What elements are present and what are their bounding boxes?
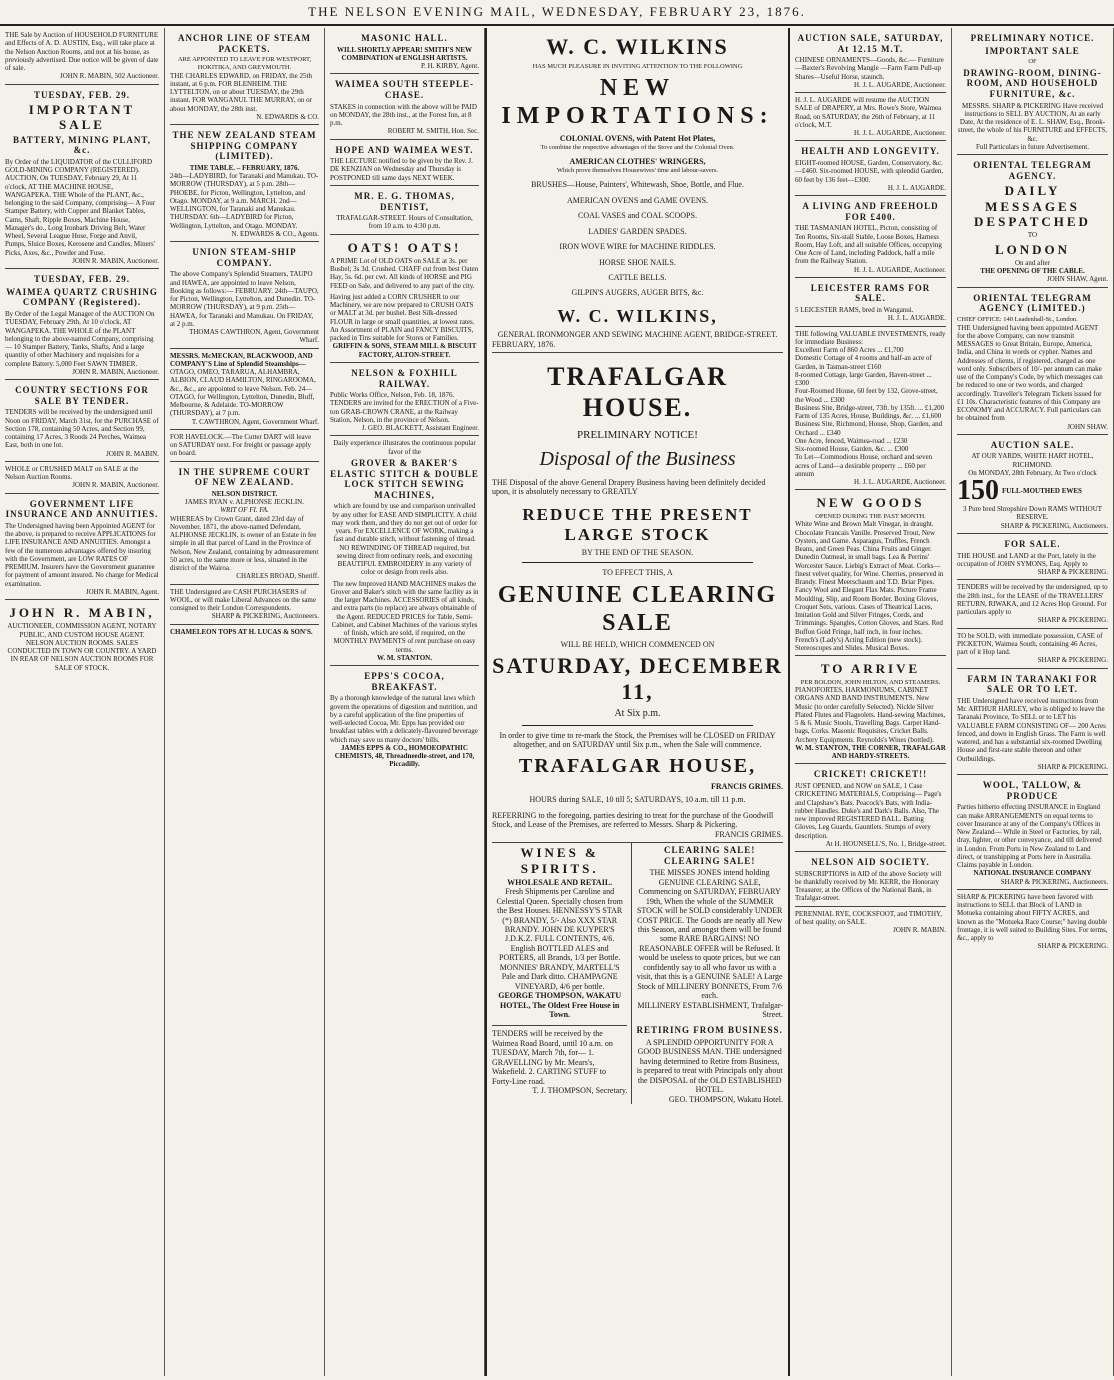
ad-sig: T. CAWTHRON, Agent, Government Wharf. — [191, 417, 319, 426]
ewes-count: 150 — [957, 475, 999, 507]
ad-head: CLEARING SALE! CLEARING SALE! — [664, 845, 756, 866]
ad-sig: JOHN R. MABIN. — [106, 449, 159, 458]
list-item: Excellent Farm of 860 Acres ... £1,700 — [795, 346, 904, 355]
ad-sig: GRIFFIN & SONS, STEAM MILL & BISCUIT FACTORY, ALTON-STREET. — [332, 342, 477, 359]
ad-company: NATIONAL INSURANCE COMPANY — [973, 869, 1092, 878]
ad-body: WILL SHORTLY APPEAR! SMITH'S NEW COMBINATION of ENGLISH ARTISTS. — [337, 45, 472, 62]
ad-body: THE TASMANIAN HOTEL, Picton, consisting of Ten Rooms, Six-stall Stable, Loose Boxes, Harness Room, Hay Loft, and all suitable Offices, occupying One Acre of Land, including Paddock, half a mile from the Railway Station. — [795, 224, 942, 266]
ad-disposal: Disposal of the Business — [539, 448, 736, 471]
footer-date: FEBRUARY, 1876. — [492, 339, 556, 349]
tenders-body: TENDERS will be received by the Waimea Road Board, until 10 a.m. on TUESDAY, March 7th, for— 1. GRAVELLING by Mr. Mears's, Wakefield. 2. CARTING STUFF to Forty-Line road. — [492, 1025, 627, 1086]
ad-sub: ARE APPOINTED TO LEAVE FOR WESTPORT, HOKITIKA, AND GREYMOUTH. — [177, 56, 312, 71]
line-10: HORSE SHOE NAILS. — [599, 257, 676, 267]
ad-body: TENDERS will be received by the undersigned until Noon on FRIDAY, March 31st, for the PURCHASE of Section 178, containing 50 Acres, and Section 99, containing 17 Acres, 3 Roods 24 Perches, Waimea East, both in one lot. — [5, 408, 159, 450]
ad-london: LONDON — [994, 241, 1071, 257]
ad-body: CHAMELEON TOPS AT H. LUCAS & SON'S. — [170, 627, 313, 636]
chameleon-tops-ad — [170, 625, 319, 639]
bottom-split — [492, 843, 783, 1104]
divider — [522, 562, 753, 563]
ad-body: SHARP & PICKERING have been favored with instructions to SELL that Block of LAND in Motueka containing about FIFTY ACRES, and known as the "Motueka Race Course;" having double frontage, it is well suited to Building Sites. For terms, &c., apply to — [957, 892, 1108, 943]
country-sections-ad — [5, 380, 159, 462]
ad-sig: P. H. KIRBY, Agent. — [420, 62, 479, 71]
ad-body: THE Undersigned having been appointed AGENT for the above Company, can now transmit MESSAGES to Great Britain, Europe, America, India, and China in words or cypher. Names and Addresses of clients, if registered, charged as one word only. Subscribers of 10/- per annum can make use of the Company's Code, by which messages can be reduced to one or two words, and charged accordingly. Traveller's Telegram Tickets issued for £1 10s. Characteristic features of this Company are ECONOMY and ACCURACY. Full particulars can be obtained from — [957, 323, 1103, 423]
investments-ad — [795, 327, 946, 491]
ad-sig: JOHN R. MABIN, Auctioneer. — [72, 481, 159, 490]
ad-body: THE MISSES JONES intend holding GENUINE CLEARING SALE, Commencing on SATURDAY, FEBRUARY 19th, When the whole of the SUMMER STOCK will be SOLD considerably UNDER COST PRICE. The Goods are nearly all New this Season, and amongst them will be found some RARE BARGAINS! NO REASONABLE OFFER will be Refused. It would be useless to quote prices, but we can confidently say to all who favor us with a visit, that this is a GENUINE SALE! A Large Stock of MILLINERY BONNETS, From 7/6 each. — [636, 868, 783, 1001]
ad-head: ORIENTAL TELEGRAM AGENCY (LIMITED.) — [973, 292, 1092, 314]
ad-of: OF — [1028, 58, 1037, 66]
ad-sig: GEORGE THOMPSON, WAKATU HOTEL, The Oldest Free House in Town. — [498, 991, 622, 1019]
ad-head: WOOL, TALLOW, & PRODUCE — [982, 780, 1083, 801]
ad-sig: N. EDWARDS & CO., Agents. — [231, 229, 319, 238]
ad-head: NEW GOODS — [816, 495, 925, 511]
ad-body: A PRIME Lot of OLD OATS on SALE at 3s. per Bushel; 3s 3d. Crushed. CHAFF cut from best Oaten Hay, 5s. 6d. per cwt. All kinds of HORSE and PIG FEED on Sale, and delivered to any part of the city. — [330, 256, 479, 290]
column-3 — [325, 28, 485, 1376]
ad-sig: CHARLES BROAD, Sheriff. — [236, 572, 319, 581]
column-5 — [790, 28, 952, 1376]
ad-sig: JOHN R. MABIN. — [893, 926, 946, 935]
ad-sig: H. J. L. AUGARDE. — [887, 314, 946, 323]
ad-grimes: FRANCIS GRIMES. — [710, 782, 783, 792]
epps-cocoa-ad — [330, 666, 479, 771]
ad-body: WHEREAS by Crown Grant, dated 23rd day of November, 1871, the above-named Defendant, ALPHONSE JECKLIN, is owner of an Estate in fee simple in all that parcel of Land in the Province of Nelson, New Zealand, containing by admeasurement 50 acres, to the same more or less, situated in the district of the Wairoa. — [170, 514, 319, 573]
footer-title: GENERAL IRONMONGER AND SEWING MACHINE AGENT, BRIDGE-STREET. — [497, 330, 778, 340]
list-item: Four-Roomed House, 60 feet by 132, Grove-street, the Wood ... £300 — [795, 387, 938, 404]
ad-body: By Order of the LIQUIDATOR of the CULLIFORD GOLD-MINING COMPANY (REGISTERED). AUCTION, On TUESDAY, February 29, At 11 o'clock, AT THE MACHINE HOUSE, WANGAPEKA. THE Whole of the PLANT, &c., belonging to the said Company, comprising— A Four Stamper Battery, with Copper and Blanket Tables, Cams, Shaft, Ripple Boxes, Machine House, Manager's do., Long Ironbark Driving Belt, Water Wheel, Several League Hose, Forge and Anvil, Pumps, Sluice Boxes, Kerosene and Candles, Miners' Picks, Axes, &c., Powder and Fuse. — [5, 157, 156, 257]
ad-body: WHOLE or CRUSHED MALT on SALE at the Nelson Auction Rooms. — [5, 464, 139, 482]
ad-sub: TIME TABLE. – FEBRUARY, 1876. — [189, 163, 300, 172]
ad-body: which are found by use and comparison unrivalled by any other for EASE AND SIMPLICITY. A child may work them, and they do not get out of order for years. For EXCELLENCE OF WORK, making a fast and durable stitch, without fastening of thread. NO REWINDING OF THREAD required, but sewing direct from ordinary reels, and executing BEAUTIFUL EMBROIDERY in any variety of color or design from reels also. — [331, 502, 478, 577]
ad-body: CHINESE ORNAMENTS—Goods, &c.— Furniture—Baxter's Revolving Mangle —Farm Farm Pull-up Shares—Useful Horse, staunch. — [795, 56, 944, 81]
line-12: GILPIN'S AUGERS, AUGER BITS, &c. — [571, 288, 704, 298]
ad-head: A LIVING AND FREEHOLD FOR £400. — [802, 201, 939, 222]
line-1: COLONIAL OVENS, with Patent Hot Plates, — [559, 134, 716, 144]
ad-head: FOR SALE. — [1004, 538, 1061, 549]
ad-case: JAMES RYAN v. ALPHONSE JECKLIN. — [185, 498, 304, 507]
wilkins-ad — [492, 28, 783, 353]
ad-sig: JOHN R. MABIN, Auctioneer. — [72, 367, 159, 376]
ad-sig: H. J. L. AUGARDE, Auctioneer. — [854, 478, 946, 487]
ad-date: TUESDAY, FEB. 29. — [33, 274, 131, 285]
new-goods-ad — [795, 490, 946, 656]
column-4 — [485, 28, 790, 1376]
list-item: Six-roomed House, Garden, &c. ... £300 — [795, 445, 909, 454]
ad-big: DAILY MESSAGES DESPATCHED — [974, 183, 1091, 230]
ad-to: TO — [1027, 231, 1038, 240]
ad-effect: TO EFFECT THIS, A — [602, 568, 673, 578]
ad-writ: WRIT OF FI. FA. — [220, 506, 269, 515]
list-item: Domestic Cottage of 4 rooms and half-an acre of Garden, in Tasman-street £160 — [795, 354, 932, 371]
ad-head: ANCHOR LINE OF STEAM PACKETS. — [178, 33, 311, 54]
ad-sig: N. EDWARDS & CO. — [256, 112, 319, 121]
ad-head: WAIMEA SOUTH STEEPLE-CHASE. — [334, 79, 475, 100]
ad-sig: THOMAS CAWTHRON, Agent, Government Wharf. — [189, 328, 319, 345]
ad-body: PERENNIAL RYE, COCKSFOOT, and TIMOTHY, of best quality, on SALE. — [795, 909, 942, 926]
line-7: COAL VASES and COAL SCOOPS. — [578, 211, 697, 221]
ad-head: ORIENTAL TELEGRAM AGENCY. — [973, 160, 1092, 181]
oriental-telegram-ad — [957, 288, 1108, 435]
wool-insurance-ad — [957, 775, 1108, 890]
ad-body: MESSRS. SHARP & PICKERING Have received instructions to SELL BY AUCTION, At an early Date, At the residence of E. L. SHAW, Esq., Brook-street, the whole of his FURNITURE and EFFECTS, &c. — [957, 101, 1108, 143]
ad-head: PRELIMINARY NOTICE. — [970, 33, 1095, 43]
line-8: LADIES' GARDEN SPADES. — [588, 226, 687, 236]
preliminary-notice-ad — [957, 28, 1108, 155]
list-item: Business Site, Bridge-street, 73ft. by 135ft. ... £1,200 — [795, 403, 945, 412]
retiring-body: A SPLENDID OPPORTUNITY FOR A GOOD BUSINESS MAN. THE undersigned having determined to Retire from Business, is prepared to treat with Principals only about the DISPOSAL of the OLD ESTABLISHED HOTEL. — [636, 1038, 783, 1095]
ad-body: FOR HAVELOCK.—The Cutter DART will leave on SATURDAY next. For freight or passage apply on board. — [170, 432, 312, 458]
battery-sale-ad — [5, 85, 159, 270]
divider — [522, 725, 753, 726]
ad-body: By Order of the Legal Manager of the AUCTION On TUESDAY, February 29th, At 10 o'clock, AT WANGAPEKA. THE WHOLE of the PLANT belonging to the above-named Company, comprising— 10 Stamper Battery, Tanks, Shafts, And a large quantity of other Machinery and requisites for a complete Battery. 5,000 Feet SAWN TIMBER. — [5, 310, 155, 368]
furniture-sale-notice — [5, 28, 159, 85]
line-3: AMERICAN CLOTHES' WRINGERS, — [569, 157, 706, 167]
ad-order: In order to give time to re-mark the Stock, the Premises will be CLOSED on FRIDAY altogether, and on SATURDAY until Six p.m., when the Sale will commence. — [499, 730, 776, 749]
ad-head: HEALTH AND LONGEVITY. — [801, 146, 940, 157]
ad-sig: SHARP & PICKERING. — [1037, 656, 1108, 665]
ad-body: PIANOFORTES, HARMONIUMS, CABINET ORGANS AND BAND INSTRUMENTS. New Music (to order carefully Selected). Nickle Silver Plated Flutes and Flageolets. Hand-sewing Machines, 5 & 6. Music Stools, Travelling Bags. Carpet Hand-bags, Corks. Masonic Requisites, Cricket Balls. Archery Equipments. Reynolds's Wines (bottled). — [795, 686, 946, 744]
ad-body: TRAFALGAR-STREET. Hours of Consultation, from 10 a.m. to 4:30 p.m. — [336, 214, 473, 231]
ad-head: THE NEW ZEALAND STEAM SHIPPING COMPANY (LIMITED). — [172, 130, 317, 162]
ad-head: OATS! OATS! — [347, 239, 462, 255]
ad-body: THE HOUSE and LAND at the Port, lately in the occupation of JOHN SYMONS, Esq. Apply to — [957, 551, 1096, 568]
ad-body: 3 Pure bred Shropshire Down RAMS WITHOUT RESERVE. — [962, 505, 1103, 522]
ad-body: 24th—LADYBIRD, for Taranaki and Manukau. TO-MORROW (THURSDAY), at 5 p.m. 28th—PHOEBE, for Picton, Wellington, Lyttelton, and Otago. MONDAY, at 9 a.m. MARCH. 2nd—WELLINGTON, for Taranaki and Manukau. THURSDAY. 6th—LADYBIRD for Picton, Wellington, Lyttelton, and Otago. MONDAY. — [170, 172, 319, 230]
ad-body: Fresh Shipments per Caroline and Celestial Queen. Specially chosen from the Best Houses. HENNESSY'S STAR (*) BRANDY, 5/- Also XXX STAR BRANDY. JOHN DE KUYPER'S J.D.K.Z. FULL CONTENTS, 4/6. English BOTTLED ALES and PORTERS, all Brands, 1/3 per Bottle. MONNIES' BRANDY, MARTELL'S Pale and Dark ditto. CHAMPAGNE VINEYARD, 4/6 per bottle. — [496, 887, 623, 991]
notice-text: THE Sale by Auction of HOUSEHOLD FURNITURE and Effects of A. D. AUSTIN, Esq., will take place at the Nelson Auction Rooms, and not at his house, as previously advertised. Due notice will be given of date of sale. — [5, 31, 159, 72]
ad-at: At Six p.m. — [614, 707, 661, 719]
line-2: To combine the respective advantages of the Stove and the Colonial Oven. — [540, 143, 735, 151]
footer-name: W. C. WILKINS, — [557, 305, 718, 326]
ad-big: NEW IMPORTATIONS: — [501, 74, 774, 129]
ad-on: On and after — [1015, 258, 1050, 267]
ad-when: On MONDAY, 28th February, At Two o'clock — [968, 468, 1097, 477]
ad-sig: SHARP & PICKERING. — [1037, 568, 1108, 577]
anchor-line-ad — [170, 28, 319, 125]
ad-note: REFERRING to the foregoing, parties desiring to treat for the purchase of the Goodwill Stock, and Lease of the Premises, are referred to Messrs. Sharp & Pickering. — [492, 810, 774, 830]
line-6: AMERICAN OVENS and GAME OVENS. — [566, 195, 709, 205]
ad-sub: OPENED DURING THE PAST MONTH. — [815, 512, 926, 520]
supreme-court-notice — [170, 462, 319, 585]
taranaki-farm-ad — [957, 669, 1108, 775]
ad-body: White Wine and Brown Malt Vinegar, in draught. Chocolate Francais Vanille. Preserved Trout, New Oysters, and Game. Asparagus, Truffles, French Beans, and Green Peas. China Fruits and Ginger. Dunedin Oatmeal, in small bags. Lea & Perrins' Worcester Sauce. Liebig's Extract of Meat. Corks—finest velvet quality, for Wine. Cherries, preserved in Brandy. Finest Meerschaum and T.D. Briar Pipes. Fancy Wool and Elegant Flax Mats. Picture Frame Moulding, Slip, and Room Border. Boxing Gloves, Croquet Sets, various. Cases of Theatrical Laces, Imitation Gold and Silver Fringes, Cords, and Trimmings. Spangles, Cotton Gloves, and Stars. Red Buffon Gold Fringe, half inch, in four inches. French's (Lady's) Acting Edition (new stock). Stereoscopes and Slides. Musical Boxes. — [795, 520, 944, 652]
ad-sub: IMPORTANT SALE — [985, 45, 1080, 56]
ad-body: THE Undersigned have received instructions from Mr. ARTHUR HARLEY, who is obliged to leave the Taranaki Province, To SELL or to LET his VALUABLE FARM CONSISTING OF— 200 Acres fenced, and down in English Grass. The Farm is well watered, and has a substantial six-roomed Dwelling House and first-rate stable thereon and other Outbuildings. — [957, 696, 1106, 763]
motueka-land-ad — [957, 890, 1108, 954]
ad-name: W. C. WILKINS — [546, 34, 729, 59]
ad-head: GOVERNMENT LIFE INSURANCE AND ANNUITIES. — [5, 498, 159, 520]
column-6 — [952, 28, 1114, 1376]
ad-sig: H. J. L. AUGARDE, Auctioneer. — [854, 129, 946, 138]
ad-head: EPPS'S COCOA, BREAKFAST. — [364, 671, 445, 692]
ad-intro: Daily experience illustrates the continuous popular favor of the — [333, 439, 476, 456]
ad-body: AUCTIONEER, COMMISSION AGENT, NOTARY PUBLIC, AND CUSTOM HOUSE AGENT. NELSON AUCTION ROOMS. SALES CONDUCTED IN TOWN OR COUNTRY. A YARD IN REAR OF NELSON AUCTION ROOMS FOR SALE OF STOCK. — [7, 622, 157, 672]
wines-ad — [492, 843, 632, 1104]
ad-sub: NELSON DISTRICT. — [211, 489, 278, 498]
ad-by: BY THE END OF THE SEASON. — [581, 547, 694, 557]
tenders-sig: T. J. THOMPSON, Secretary. — [532, 1086, 628, 1096]
ad-head: CRICKET! CRICKET!! — [813, 769, 928, 780]
lease-tender-ad — [957, 580, 1108, 628]
ad-date: TUESDAY, FEB. 29. — [33, 89, 131, 100]
freehold-ad — [795, 196, 946, 278]
clearing-sale-ad — [632, 843, 783, 1104]
ad-body: TO be SOLD, with immediate possession, CASE of PICKETON, Waimea South, containing 46 Acres, part of it Hop land. — [957, 631, 1103, 657]
retiring-sig: GEO. THOMPSON, Wakatu Hotel. — [668, 1094, 783, 1104]
ad-head: TRAFALGAR HOUSE. — [547, 362, 728, 422]
auction-saturday-ad — [795, 28, 946, 93]
column-2 — [165, 28, 325, 1376]
ad-foot: Full Particulars in future Advertisement. — [976, 142, 1089, 151]
nz-steam-ad — [170, 125, 319, 242]
ad-body: STAKES in connection with the above will be PAID on MONDAY, the 28th inst., at the Forest Inn, at 8 p.m. — [330, 102, 477, 128]
life-insurance-ad — [5, 494, 159, 600]
ewes-label: FULL-MOUTHED EWES — [1002, 487, 1082, 496]
ad-sig: W. M. STANTON, THE CORNER, TRAFALGAR AND HARDY-STREETS. — [795, 743, 946, 761]
ad-body: The Undersigned having been Appointed AGENT for the above, is prepared to receive APPLICATIONS for LIFE INSURANCE AND ANNUITIES. Amongst a few of the numerous advantages offered by insuring with the Government, are LOW RATES OF PREMIUM. Insurers have the Government guarantee for payment of amount insured. No charge for Medical examination. — [5, 521, 159, 588]
ad-body: SUBSCRIPTIONS in AID of the above Society will be thankfully received by Mr. KERR, the Honorary Treasurer, at the Offices of the National Bank, in Trafalgar-street. — [795, 869, 942, 903]
line-11: CATTLE BELLS. — [608, 273, 667, 283]
list-item: 8-roomed Cottage, large Garden, Haven-street ... £300 — [795, 370, 932, 388]
ad-sub: WHOLESALE AND RETAIL. — [507, 877, 613, 887]
ad-sig: JOHN SHAW. — [1067, 422, 1108, 431]
ad-prelim: PRELIMINARY NOTICE! — [577, 429, 698, 442]
ad-sig: JOHN SHAW, Agent. — [1046, 275, 1108, 284]
line-9: IRON WOVE WIRE for MACHINE RIDDLES. — [559, 242, 716, 252]
ad-sig: H. J. L. AUGARDE, Auctioneer. — [854, 80, 946, 89]
aid-society-ad — [795, 852, 946, 907]
ad-head: NELSON AID SOCIETY. — [811, 857, 930, 868]
mabin-card — [5, 600, 159, 675]
railway-ad — [330, 363, 479, 436]
mcmeckan-ad — [170, 349, 319, 430]
wool-purchasers-ad — [170, 585, 319, 625]
to-arrive-ad — [795, 656, 946, 764]
ad-opening: THE OPENING OF THE CABLE. — [980, 267, 1085, 276]
line-4: Which prove themselves Housewives' time and labour-savers. — [556, 166, 719, 174]
ad-sig: FRANCIS GRIMES. — [714, 829, 783, 839]
waimea-quartz-ad — [5, 269, 159, 380]
ad-body: The above Company's Splendid Steamers, TAUPO and HAWEA, are appointed to leave Nelson, Booking as follows:— FEBRUARY. 24th—TAUPO, for Picton, Wellington, Lyttelton, and Dunedin. TO-MORROW (THURSDAY), at 9 p.m. 25th—HAWEA, for Taranaki and Manukau. On FRIDAY, at 2 p.m. — [170, 270, 319, 328]
ad-body: JUST OPENED, and NOW on SALE, 1 Case CRICKETING MATERIALS, Comprising— Page's and Clapshaw's Bats. Peacock's Bats, with India-rubber Handles. Duke's and Dark's Balls. Also, The new improved REGISTERED BALL. Batting Gloves, Leg Guards, Gauntlets. Stumps of every description. — [795, 782, 942, 840]
ad-head: MASONIC HALL. — [361, 33, 448, 43]
for-sale-ad — [957, 534, 1108, 580]
list-item: One Acre, fenced, Waimea-road ... £230 — [795, 436, 908, 445]
ad-body: Public Works Office, Nelson, Feb. 18, 1876. TENDERS are invited for the ERECTION of a Five-ton GRAB-CROWN CRANE, at the Railway Station, Nelson, in the province of Nelson. — [330, 391, 479, 424]
ad-will: WILL BE HELD, WHICH COMMENCED ON — [560, 640, 715, 650]
ad-body: H. J. L. AUGARDE will resume the AUCTION SALE of DRAPERY, at Mrs. Rowe's Store, Waimea Road, on SATURDAY, the 26th of February, at 11 o'clock, M.T. — [795, 96, 942, 129]
ad-sig: SHARP & PICKERING, Auctioneers. — [1000, 877, 1108, 886]
ad-sub: BATTERY, MINING PLANT, &c. — [12, 134, 152, 156]
ad-head: WAIMEA QUARTZ CRUSHING COMPANY (Registered). — [6, 286, 158, 308]
ad-office: CHIEF OFFICE: 140 Leadenhall-St., London. — [957, 315, 1078, 323]
union-steamship-ad — [170, 242, 319, 348]
ad-sig: At H. HOUNSELL'S, No. 1, Bridge-street. — [825, 839, 946, 848]
ad-name2: TRAFALGAR HOUSE, — [518, 755, 757, 778]
ad-head: MESSRS. McMECKAN, BLACKWOOD, AND COMPANY'S Line of Splendid Steamships— — [170, 351, 313, 368]
ad-body: Parties hitherto effecting INSURANCE in England can make ARRANGEMENTS on equal terms to cover Insurance at any of the Company's Offices in New Zealand— While in Steel or Factories, by rail, dray, lighter, or other conveyance, and till delivered in London. From Ports in New Zealand to Land direct, or transhipping at Ports here in Australia. Claims payable in London. — [957, 803, 1102, 870]
ad-head: GROVER & BAKER'S ELASTIC STITCH & DOUBLE LOCK STITCH SEWING MACHINES, — [330, 457, 479, 500]
dentist-ad — [330, 186, 479, 235]
ad-body: THE following VALUABLE INVESTMENTS, ready for immediate Business: — [795, 329, 946, 346]
ad-head: TO ARRIVE — [820, 661, 921, 677]
ad-body-2: Having just added a CORN CRUSHER to our Machinery, we are now prepared to CRUSH OATS or MALT at 3d. per bushel. Best Silk-dressed FLOUR in large or small quantities, at lowest rates. An Assortment of PLAIN and FANCY BISCUITS, packed in Tins suitable for Stores or Families. — [330, 292, 475, 343]
ad-intro: HAS MUCH PLEASURE IN INVITING ATTENTION TO THE FOLLOWING — [532, 62, 743, 70]
steeplechase-ad — [330, 74, 479, 139]
ad-sig: SHARP & PICKERING. — [1037, 942, 1108, 951]
ad-head: MR. E. G. THOMAS, DENTIST, — [354, 190, 455, 212]
lecture-notice — [330, 140, 479, 186]
ad-head: AUCTION SALE, SATURDAY, At 12.15 M.T. — [797, 33, 944, 54]
notice-sig: JOHN R. MABIN, 502 Auctioneer. — [60, 72, 159, 81]
ad-head: NELSON & FOXHILL RAILWAY. — [351, 367, 458, 389]
ewes-auction-ad — [957, 435, 1108, 534]
ad-sig: JOHN R. MABIN, Agent. — [85, 587, 159, 596]
list-item: Farm of 135 Acres, House, Buildings, &c. ... £1,600 — [795, 412, 942, 421]
ad-body: THE Disposal of the above General Drapery Business having been definitely decided upon, it is absolutely necessary to GREATLY — [492, 477, 766, 497]
masthead: THE NELSON EVENING MAIL, WEDNESDAY, FEBRUARY 23, 1876. — [0, 0, 1114, 26]
ad-head: HOPE AND WAIMEA WEST. — [335, 144, 474, 155]
retiring-head: RETIRING FROM BUSINESS. — [636, 1025, 783, 1036]
picketon-ad — [957, 629, 1108, 669]
ad-sig: ROBERT M. SMITH, Hon. Sec. — [387, 127, 479, 136]
ad-sig: H. J. L. AUGARDE, Auctioneer. — [854, 265, 946, 274]
telegram-agency-ad — [957, 155, 1108, 288]
ad-head: WINES & SPIRITS. — [520, 845, 599, 876]
oats-ad — [330, 235, 479, 363]
masonic-hall-ad — [330, 28, 479, 74]
ad-where: AT OUR YARDS, WHITE HART HOTEL, RICHMOND. — [971, 452, 1094, 469]
ad-head: LEICESTER RAMS FOR SALE. — [810, 282, 931, 304]
sewing-machines-ad — [330, 436, 479, 666]
ad-sig: SHARP & PICKERING. — [1037, 616, 1108, 625]
ad-sig: W. M. STANTON. — [377, 653, 432, 662]
ad-head: AUCTION SALE. — [990, 439, 1075, 450]
ad-sig: SHARP & PICKERING, Auctioneers. — [211, 612, 319, 621]
ad-body: EIGHT-roomed HOUSE, Garden, Conservatory, &c.—£460. Six-roomed HOUSE, with splendid Garden, 60 feet by 136 feet—£300. — [795, 159, 944, 184]
ad-body: THE Undersigned are CASH PURCHASERS of WOOL, or will make Liberal Advances on the same consigned to their London Correspondents. — [170, 587, 316, 613]
ad-body: 5 LEICESTER RAMS, bred in Wanganui. — [795, 306, 914, 315]
ewes-row — [957, 477, 1108, 505]
ad-body: THE LECTURE notified to be given by the Rev. J. DE KENZIAN on Wednesday and Thursday is POSTPONED till same days NEXT WEEK. — [330, 157, 473, 182]
list-item: To Let—Commodious House, orchard and seven acres of Land—a desirable property ... £60 per annum — [795, 453, 933, 478]
trafalgar-house-ad — [492, 353, 783, 843]
ad-hours: HOURS during SALE, 10 till 5; SATURDAYS, 10 a.m. till 11 p.m. — [529, 795, 746, 805]
ad-saturday: SATURDAY, DECEMBER 11, — [492, 652, 783, 704]
health-ad — [795, 141, 946, 196]
ad-head: IMPORTANT SALE — [28, 102, 136, 133]
ad-body: THE CHARLES EDWARD, on FRIDAY, the 25th instant, at 6 p.m. FOR BLENHEIM. THE LYTTELTON, on or about TUESDAY, the 29th instant. FOR WANGANUI. THE MURRAY, on or about MONDAY, the 28th inst. — [170, 71, 312, 113]
ad-head: FARM IN TARANAKI FOR SALE OR TO LET. — [967, 673, 1098, 695]
ad-sig: SHARP & PICKERING, Auctioneers. — [1000, 521, 1108, 530]
ad-body-2: The new Improved HAND MACHINES makes the Grover and Baker's stitch with the same facility as in the larger Machines. ACCESSORIES of all kinds, and extra parts (to replace) are always obtainable of the Agent. REDUCED PRICES for Table, Semi-Cabinet, and Cabinet Machines of the various styles of finish, which are sold, if required, on the MONTHLY PAYMENTS of rent purchase on easy terms. — [330, 579, 479, 654]
havelock-ad — [170, 430, 319, 462]
ad-sig: H. J. L. AUGARDE. — [887, 183, 946, 192]
rye-grass-ad — [795, 907, 946, 938]
ad-head: UNION STEAM-SHIP COMPANY. — [192, 247, 297, 268]
cricket-ad — [795, 764, 946, 852]
ad-sig: J. GEO. BLACKETT, Assistant Engineer. — [361, 424, 479, 433]
ad-body: By a thorough knowledge of the natural laws which govern the operations of digestion and nutrition, and by a careful application of the fine properties of well-selected Cocoa, Mr. Epps has provided our breakfast tables with a delicately-flavoured beverage which may save us many doctors' bills. — [330, 694, 478, 744]
ad-sig: JAMES EPPS & CO., HOMOEOPATHIC CHEMISTS, 48, Threadneedle-street, and 170, Piccadilly. — [334, 743, 475, 769]
list-item: Business Site, Richmond, House, Shop, Garden, and Orchard ... £340 — [795, 420, 943, 437]
drapery-auction-ad — [795, 93, 946, 141]
ad-sig: MILLINERY ESTABLISHMENT, Trafalgar-Street. — [637, 1000, 783, 1019]
ad-sub: PER BOLDON, JOHN HILTON, AND STEAMERS. — [800, 678, 941, 686]
ad-genuine: GENUINE CLEARING SALE — [497, 581, 778, 637]
rams-ad — [795, 278, 946, 327]
ad-head: COUNTRY SECTIONS FOR SALE BY TENDER. — [15, 385, 149, 406]
ad-sig: JOHN R. MABIN, Auctioneer. — [72, 256, 159, 265]
ad-head: JOHN R. MABIN, — [9, 605, 155, 620]
ad-body: TENDERS will be received by the undersigned, up to the 28th inst., for the LEASE of the TRAVELLERS' RETURN, RIWAKA, and 12 Acres Hop Ground. For particulars apply to — [957, 583, 1108, 617]
ad-reduce: REDUCE THE PRESENT LARGE STOCK — [522, 504, 753, 544]
column-1 — [0, 28, 165, 1376]
malt-ad — [5, 462, 159, 494]
ad-sig: SHARP & PICKERING. — [1037, 762, 1108, 771]
ad-body: OTAGO, OMEO, TARARUA, ALHAMBRA, ALBION, CLAUD HAMILTON, RINGAROOMA, &c., &c., are appointed to leave Nelson. Feb. 24—OTAGO, for Wellington, Lyttelton, Dunedin, Bluff, Melbourne, & Adelaide. TO-MORROW (THURSDAY), at 7 p.m. — [170, 368, 316, 418]
ad-title: DRAWING-ROOM, DINING-ROOM, AND HOUSEHOLD FURNITURE, &c. — [963, 67, 1102, 100]
line-5: BRUSHES—House, Painters', Whitewash, Shoe, Bottle, and Flue. — [531, 180, 744, 190]
ad-head: IN THE SUPREME COURT OF NEW ZEALAND. — [178, 466, 311, 488]
